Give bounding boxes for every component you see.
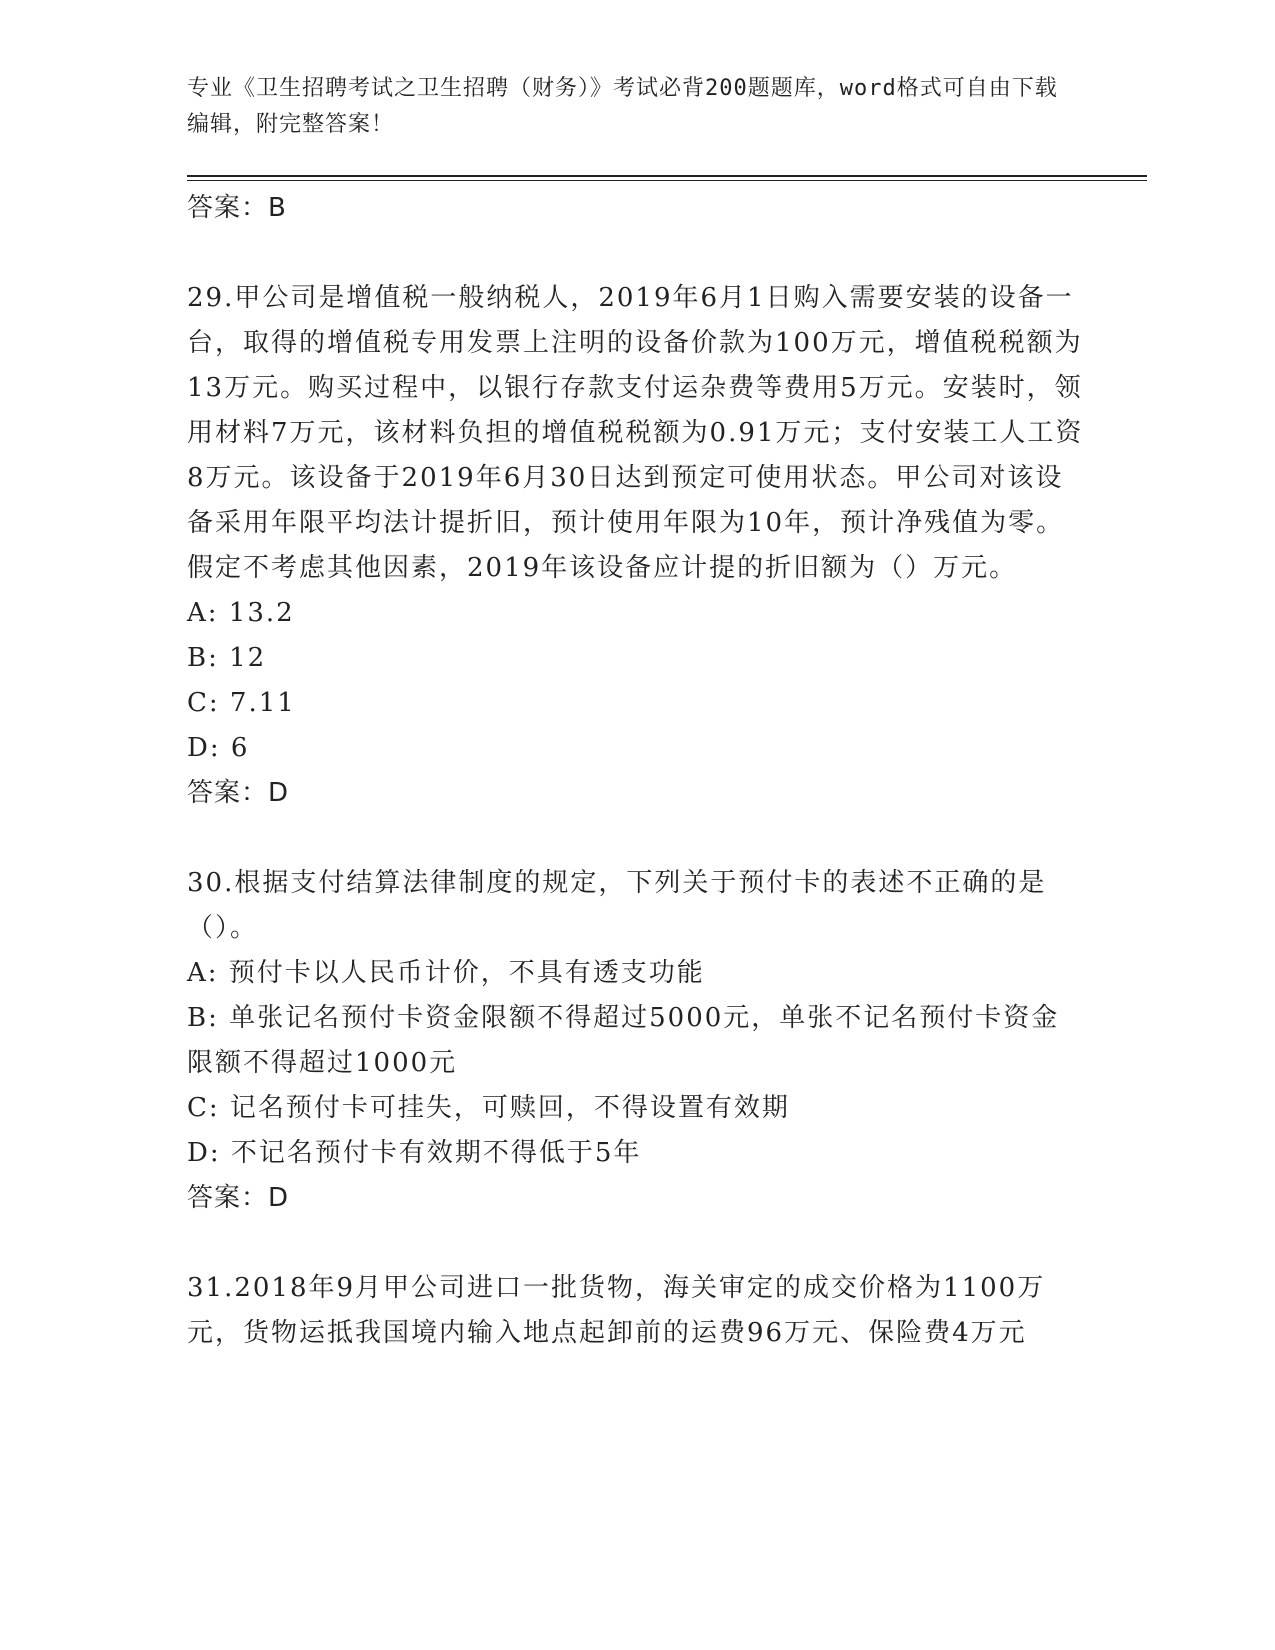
header-divider bbox=[187, 175, 1147, 181]
question-29 bbox=[187, 276, 1087, 816]
question-stem: 30.根据支付结算法律制度的规定，下列关于预付卡的表述不正确的是（）。 bbox=[187, 868, 1047, 943]
question-31 bbox=[187, 1266, 1087, 1356]
option-d: D: 不记名预付卡有效期不得低于5年 bbox=[187, 1138, 642, 1168]
option-b: B: 单张记名预付卡资金限额不得超过5000元，单张不记名预付卡资金限额不得超过1000元 bbox=[187, 1003, 1060, 1078]
option-d: D: 6 bbox=[187, 733, 250, 763]
spacer bbox=[187, 816, 1087, 861]
answer-line: 答案：D bbox=[187, 1183, 290, 1213]
option-c: C: 记名预付卡可挂失，可赎回，不得设置有效期 bbox=[187, 1093, 790, 1123]
option-a: A: 13.2 bbox=[187, 598, 295, 628]
spacer bbox=[187, 1221, 1087, 1266]
question-stem: 31.2018年9月甲公司进口一批货物，海关审定的成交价格为1100万元，货物运抵我国境内输入地点起卸前的运费96万元、保险费4万元 bbox=[187, 1273, 1046, 1348]
answer-line: 答案：D bbox=[187, 778, 290, 808]
previous-answer: 答案：B bbox=[187, 193, 287, 223]
question-30 bbox=[187, 861, 1087, 1221]
option-c: C: 7.11 bbox=[187, 688, 296, 718]
question-stem: 29.甲公司是增值税一般纳税人，2019年6月1日购入需要安装的设备一台，取得的增值税专用发票上注明的设备价款为100万元，增值税税额为13万元。购买过程中，以银行存款支付运杂费等费用5万元。安装时，领用材料7万元，该材料负担的增值税税额为0.91万元；支付安装工人工资8万元。该设备于2019年6月30日达到预定可使用状态。甲公司对该设备采用年限平均法计提折旧，预计使用年限为10年，预计净残值为零。假定不考虑其他因素，2019年该设备应计提的折旧额为（）万元。 bbox=[187, 283, 1084, 583]
question-content bbox=[187, 186, 1087, 1356]
page-header: 专业《卫生招聘考试之卫生招聘（财务）》考试必背200题题库，word格式可自由下载编辑，附完整答案！ bbox=[187, 76, 1058, 137]
option-b: B: 12 bbox=[187, 643, 267, 673]
option-a: A: 预付卡以人民币计价，不具有透支功能 bbox=[187, 958, 705, 988]
